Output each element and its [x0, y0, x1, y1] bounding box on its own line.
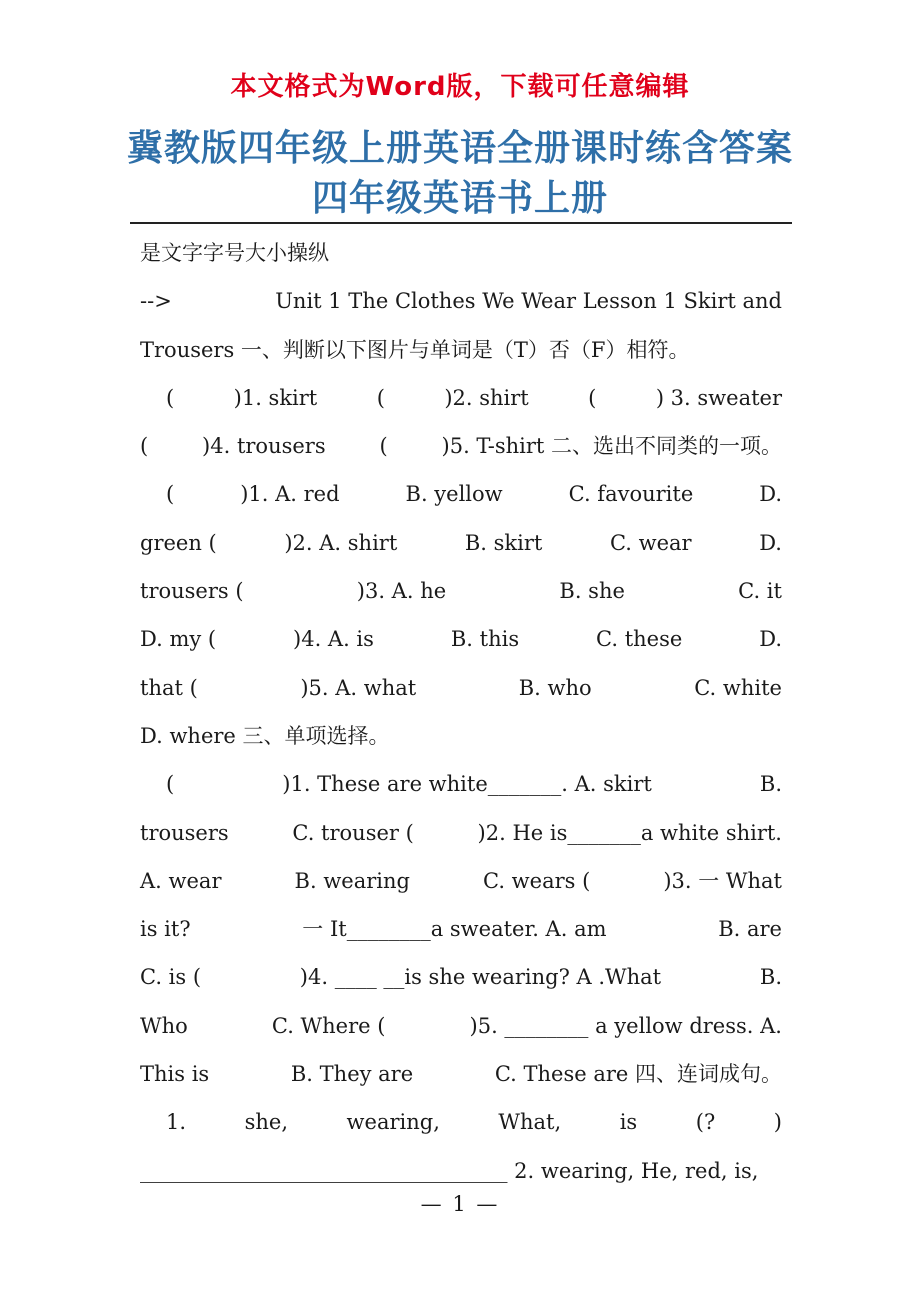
document-subtitle: 四年级英语书上册 [311, 178, 608, 219]
text-segment: B. [759, 965, 782, 990]
text-segment: ( [166, 772, 175, 797]
text-segment: C. it [738, 579, 782, 604]
text-line [140, 813, 782, 861]
text-segment: )3. A. he [356, 579, 447, 604]
text-segment: )4. A. is [293, 627, 374, 652]
text-line [140, 1006, 782, 1054]
text-segment: ___________________________________ 2. wearing, He, red, is, [140, 1158, 759, 1183]
text-segment: that ( [140, 675, 198, 700]
text-segment: C. These are 四、连词成句。 [494, 1062, 782, 1087]
text-segment: D. [759, 482, 782, 507]
exercise-body [140, 233, 782, 1199]
text-segment: )1. These are white_______. A. skirt [282, 772, 652, 797]
title-divider [130, 222, 792, 224]
text-segment: ) 3. sweater [655, 385, 782, 410]
text-segment: is it? [140, 917, 191, 942]
text-segment: ( [376, 385, 385, 410]
text-line [140, 233, 782, 281]
text-line [140, 764, 782, 812]
text-segment: 是文字字号大小操纵 [140, 241, 329, 265]
text-line [140, 474, 782, 522]
text-line [140, 716, 782, 764]
text-segment: D. [759, 530, 782, 555]
page-number: — 1 — [420, 1192, 500, 1216]
text-segment: --> [140, 289, 172, 314]
text-segment: B. wearing [294, 868, 410, 893]
text-segment: C. these [596, 627, 683, 652]
text-segment: B. she [559, 579, 625, 604]
text-segment: )5. T-shirt 二、选出不同类的一项。 [441, 434, 782, 459]
text-line [140, 523, 782, 571]
text-segment: D. my ( [140, 627, 217, 652]
text-segment: C. favourite [568, 482, 694, 507]
text-segment: B. who [518, 675, 592, 700]
text-segment: B. skirt [464, 530, 543, 555]
text-segment: )2. shirt [444, 385, 529, 410]
text-segment: B. They are [290, 1062, 414, 1087]
text-line [140, 668, 782, 716]
text-segment: ( [140, 434, 149, 459]
text-segment: Who [140, 1013, 188, 1038]
document-title: 冀教版四年级上册英语全册课时练含答案 [126, 128, 793, 169]
text-segment: green ( [140, 530, 217, 555]
text-segment: )4. trousers [202, 434, 326, 459]
text-line [140, 426, 782, 474]
text-line [140, 957, 782, 1005]
text-line [140, 909, 782, 957]
text-segment: This is [140, 1062, 210, 1087]
text-segment: )2. A. shirt [284, 530, 398, 555]
text-segment: 一 It________a sweater. A. am [302, 917, 607, 942]
text-segment: (? [695, 1110, 716, 1135]
text-segment: C. white [694, 675, 782, 700]
text-segment: Unit 1 The Clothes We Wear Lesson 1 Skirt and [275, 289, 782, 314]
text-segment: )5. A. what [300, 675, 417, 700]
text-segment: Trousers 一、判断以下图片与单词是（T）否（F）相符。 [140, 337, 690, 362]
text-line [140, 378, 782, 426]
text-segment: )5. ________ a yellow dress. A. [469, 1013, 782, 1038]
text-segment: C. wears ( [483, 868, 591, 893]
text-segment: )1. A. red [240, 482, 340, 507]
text-segment: ( [166, 385, 175, 410]
text-segment: C. Where ( [271, 1013, 386, 1038]
text-segment: What, [498, 1110, 562, 1135]
text-segment: C. trouser ( [292, 820, 414, 845]
text-segment: )2. He is_______a white shirt. [477, 820, 782, 845]
text-line [140, 1102, 782, 1150]
text-segment: ) [773, 1110, 782, 1135]
text-segment: ( [379, 434, 388, 459]
text-segment: D. [759, 627, 782, 652]
text-segment: C. wear [609, 530, 692, 555]
text-line [140, 1054, 782, 1102]
text-segment: B. are [718, 917, 782, 942]
text-segment: wearing, [346, 1110, 440, 1135]
text-segment: B. this [450, 627, 520, 652]
text-segment: she, [244, 1110, 288, 1135]
text-line [140, 861, 782, 909]
text-segment: )1. skirt [233, 385, 318, 410]
text-segment: )4. ____ __is she wearing? A .What [299, 965, 662, 990]
text-segment: 1. [166, 1110, 187, 1135]
text-segment: is [619, 1110, 638, 1135]
text-segment: B. yellow [405, 482, 503, 507]
text-segment: D. where 三、单项选择。 [140, 723, 390, 748]
text-segment: B. [759, 772, 782, 797]
text-line [140, 619, 782, 667]
text-segment: trousers ( [140, 579, 244, 604]
text-segment: ( [166, 482, 175, 507]
text-segment: )3. 一 What [663, 868, 782, 893]
text-segment: trousers [140, 820, 229, 845]
text-segment: A. wear [140, 868, 222, 893]
text-segment: ( [588, 385, 597, 410]
text-line [140, 571, 782, 619]
text-line [140, 330, 782, 378]
text-line [140, 281, 782, 329]
text-segment: C. is ( [140, 965, 202, 990]
word-format-notice: 本文格式为Word版，下载可任意编辑 [230, 72, 690, 102]
